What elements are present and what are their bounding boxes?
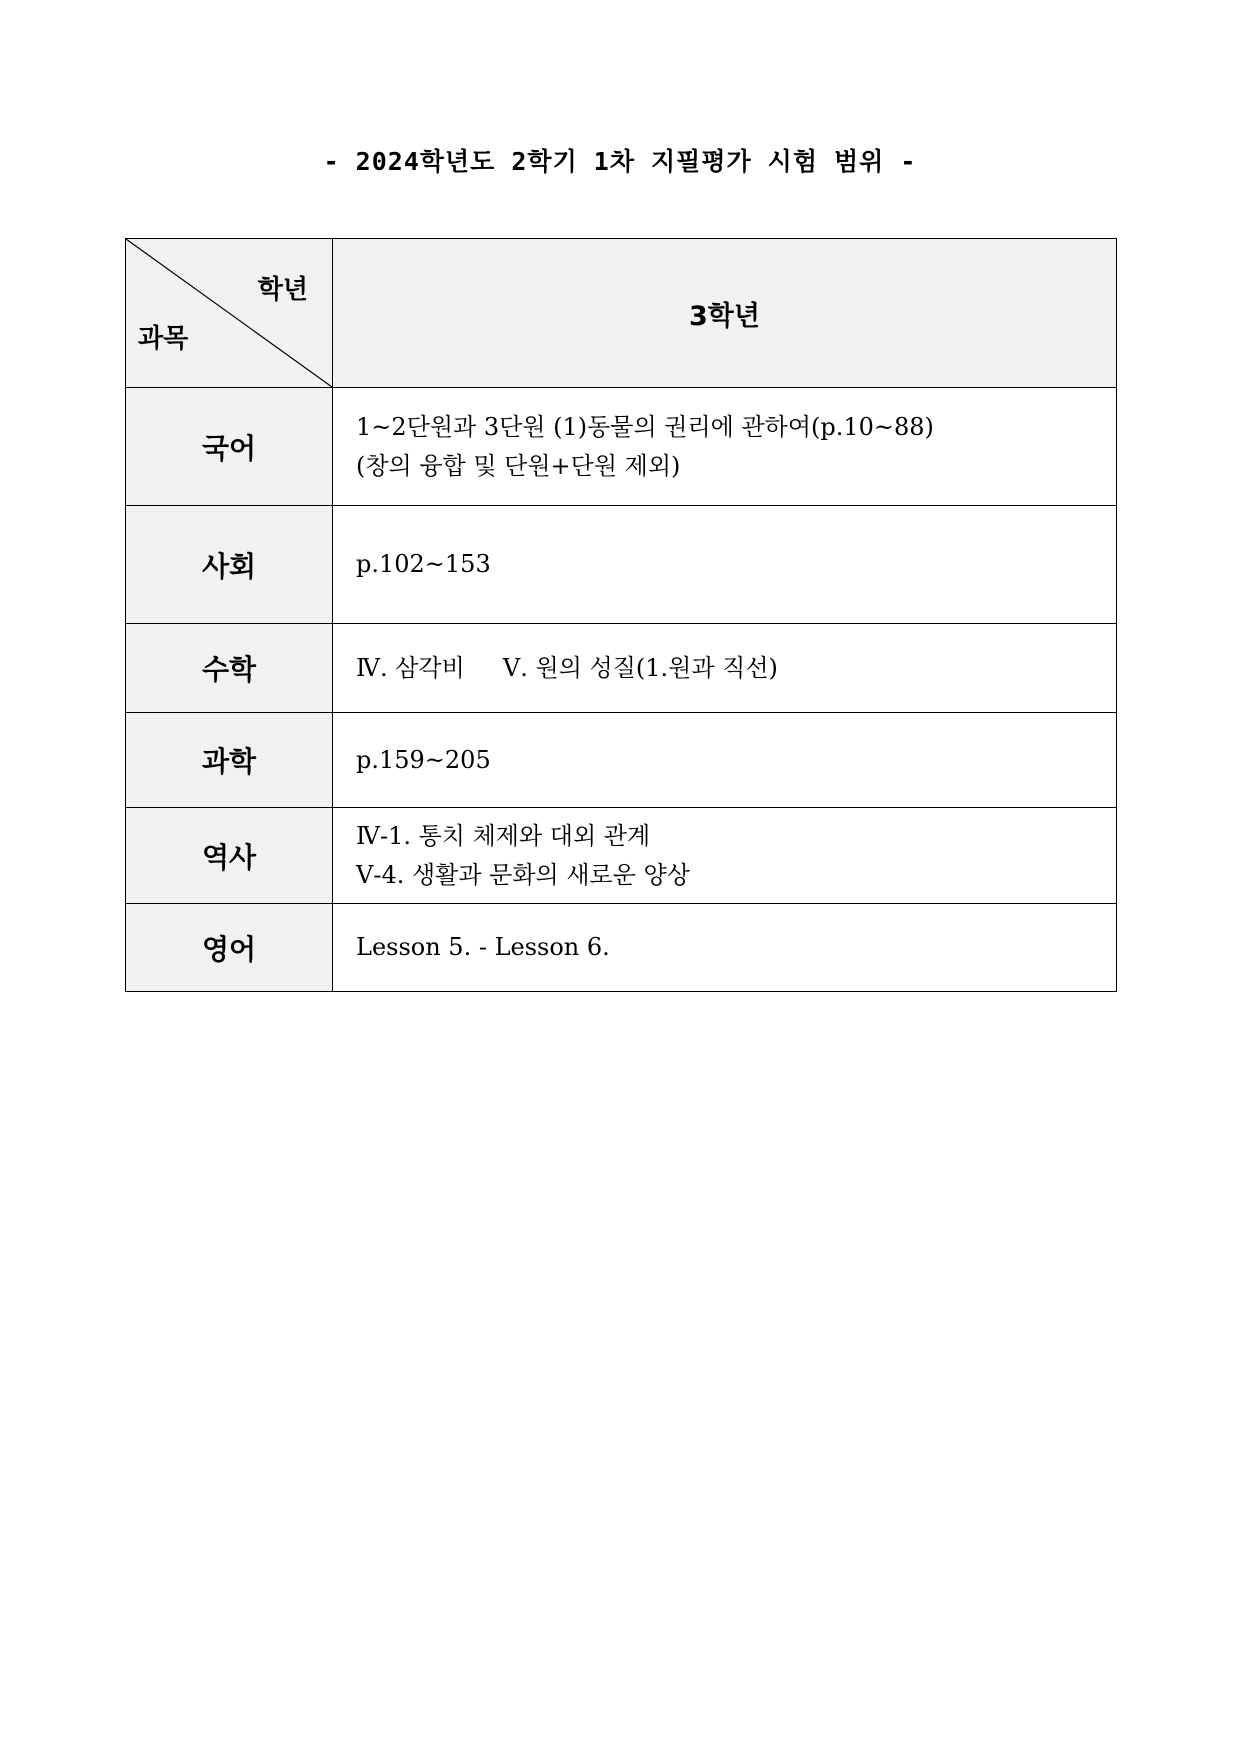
corner-header-cell — [126, 239, 333, 388]
range-line: 1~2단원과 3단원 (1)동물의 권리에 관하여(p.10~88) — [356, 412, 934, 441]
range-line: (창의 융합 및 단원+단원 제외) — [356, 451, 681, 480]
subject-cell-history: 역사 — [126, 808, 333, 904]
table-row — [126, 808, 1117, 904]
exam-range-table — [125, 238, 1117, 992]
range-line: Ⅳ-1. 통치 체제와 대외 관계 — [356, 821, 651, 850]
table-row — [126, 388, 1117, 506]
table-row — [126, 624, 1117, 713]
range-line: Ⅳ. 삼각비 Ⅴ. 원의 성질(1.원과 직선) — [356, 653, 778, 682]
range-line: p.102~153 — [356, 550, 491, 579]
table-row — [126, 506, 1117, 624]
subject-cell-korean: 국어 — [126, 388, 333, 506]
subject-cell-social: 사회 — [126, 506, 333, 624]
table-header-row — [126, 239, 1117, 388]
grade-header: 3학년 — [333, 239, 1117, 388]
corner-subject-label: 과목 — [138, 324, 189, 354]
range-cell-korean — [333, 388, 1117, 506]
range-cell-social — [333, 506, 1117, 624]
table-row — [126, 713, 1117, 808]
page-title: - 2024학년도 2학기 1차 지필평가 시험 범위 - — [323, 147, 917, 176]
range-line: Lesson 5. - Lesson 6. — [356, 933, 610, 962]
range-cell-math — [333, 624, 1117, 713]
range-cell-history — [333, 808, 1117, 904]
diagonal-divider — [126, 239, 332, 387]
table-row — [126, 904, 1117, 992]
range-line: p.159~205 — [356, 745, 491, 774]
subject-cell-math: 수학 — [126, 624, 333, 713]
range-line: Ⅴ-4. 생활과 문화의 새로운 양상 — [356, 860, 690, 889]
subject-cell-english: 영어 — [126, 904, 333, 992]
range-cell-science — [333, 713, 1117, 808]
corner-grade-label: 학년 — [257, 275, 308, 305]
subject-cell-science: 과학 — [126, 713, 333, 808]
range-cell-english — [333, 904, 1117, 992]
